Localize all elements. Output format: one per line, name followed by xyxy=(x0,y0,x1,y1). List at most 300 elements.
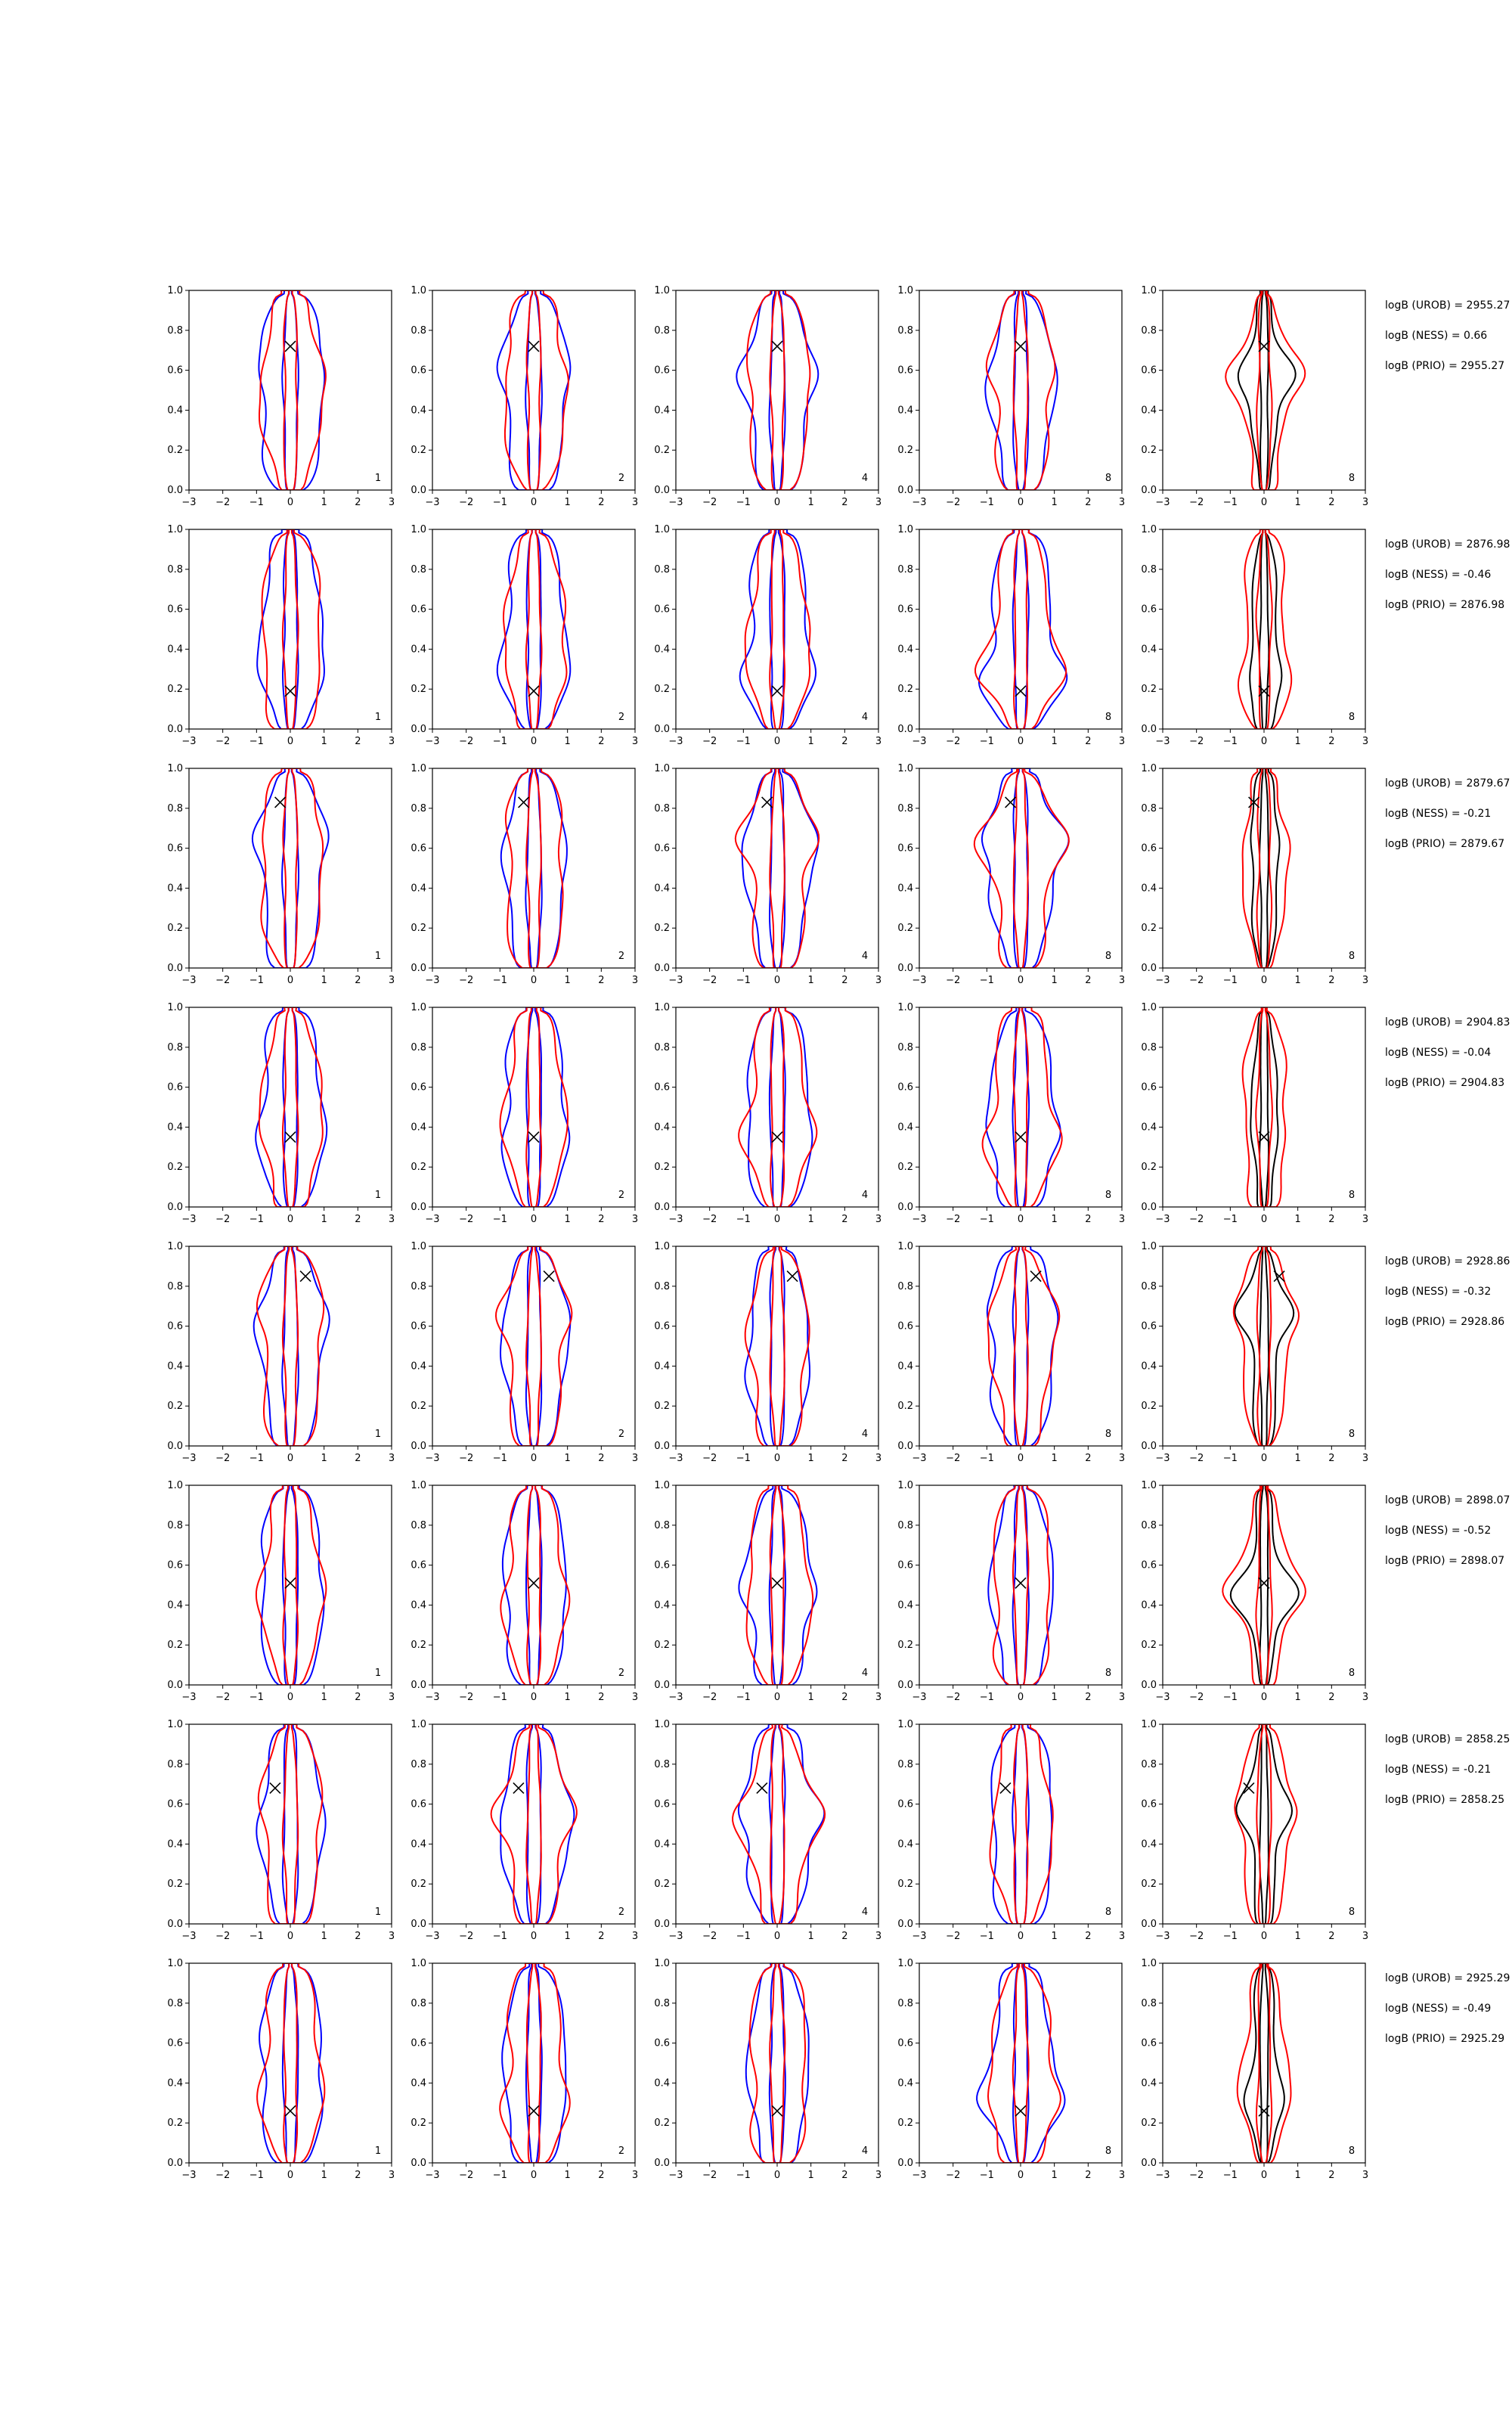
axes-frame xyxy=(1163,1246,1365,1446)
red-contour-outer xyxy=(491,1724,577,1924)
y-tick-label: 0.0 xyxy=(411,485,426,496)
x-tick-label: −3 xyxy=(912,1453,927,1464)
x-tick-label: 2 xyxy=(841,1692,848,1703)
y-tick-label: 1.0 xyxy=(654,1480,670,1491)
x-tick-label: 2 xyxy=(1085,1214,1092,1225)
y-tick-label: 0.0 xyxy=(411,1202,426,1213)
x-tick-label: −2 xyxy=(459,497,474,508)
contour-group xyxy=(990,1724,1053,1924)
subplot-r6-c3 xyxy=(654,1480,881,1703)
axes-frame xyxy=(432,290,635,490)
x-tick-label: 2 xyxy=(841,2170,848,2181)
y-tick-label: 0.6 xyxy=(654,1081,670,1094)
logb-annotation: logB (NESS) = -0.21 xyxy=(1385,1764,1492,1776)
x-tick-label: −2 xyxy=(1189,1931,1204,1942)
x-tick-label: −2 xyxy=(946,1453,961,1464)
y-tick-label: 0.8 xyxy=(897,563,913,576)
x-tick-label: 1 xyxy=(1294,975,1301,986)
x-tick-label: 1 xyxy=(564,975,571,986)
y-tick-label: 0.0 xyxy=(654,1202,670,1213)
true-value-marker xyxy=(528,686,539,697)
y-tick-label: 0.0 xyxy=(411,724,426,735)
x-tick-label: 3 xyxy=(875,975,882,986)
y-tick-label: 1.0 xyxy=(654,763,670,774)
y-tick-label: 0.0 xyxy=(654,485,670,496)
x-tick-label: 0 xyxy=(1260,1214,1268,1225)
y-tick-label: 1.0 xyxy=(411,1480,426,1491)
x-tick-label: −3 xyxy=(425,1692,440,1703)
red-contour-inner xyxy=(526,1007,541,1207)
subplot-r3-c4 xyxy=(897,763,1125,986)
x-tick-label: 3 xyxy=(1118,1931,1126,1942)
y-tick-label: 1.0 xyxy=(1141,1241,1157,1252)
y-tick-label: 0.2 xyxy=(411,1879,426,1891)
y-tick-label: 1.0 xyxy=(167,1480,183,1491)
y-tick-label: 0.6 xyxy=(654,2037,670,2049)
y-tick-label: 0.6 xyxy=(897,365,913,377)
contour-group xyxy=(985,290,1057,490)
true-value-marker xyxy=(1015,341,1026,352)
contour-group xyxy=(739,1485,816,1685)
x-tick-label: 1 xyxy=(1051,497,1058,508)
x-tick-label: 0 xyxy=(1260,975,1268,986)
y-tick-label: 0.8 xyxy=(1141,324,1157,337)
y-tick-label: 0.0 xyxy=(167,724,183,735)
y-tick-label: 0.2 xyxy=(1141,1879,1157,1891)
red-contour-outer xyxy=(259,1007,323,1207)
x-tick-label: −3 xyxy=(1155,736,1170,747)
true-value-marker xyxy=(285,1578,296,1588)
x-tick-label: −1 xyxy=(736,2170,751,2181)
x-tick-label: −3 xyxy=(912,1931,927,1942)
x-tick-label: 1 xyxy=(564,2170,571,2181)
x-tick-label: 1 xyxy=(564,1453,571,1464)
blue-contour-outer xyxy=(502,1007,570,1207)
y-tick-label: 0.2 xyxy=(654,1640,670,1652)
x-tick-label: −1 xyxy=(736,497,751,508)
y-tick-label: 0.6 xyxy=(411,603,426,616)
x-tick-label: −3 xyxy=(668,1214,683,1225)
red-contour-outer xyxy=(496,1246,572,1446)
axes-frame xyxy=(189,1007,392,1207)
y-tick-label: 0.8 xyxy=(654,1041,670,1053)
x-tick-label: −3 xyxy=(181,497,197,508)
x-tick-label: 2 xyxy=(1328,736,1335,747)
red-contour-outer xyxy=(990,1724,1053,1924)
logb-annotation: logB (UROB) = 2925.29 xyxy=(1385,1972,1510,1984)
y-tick-label: 1.0 xyxy=(1141,285,1157,296)
true-value-marker xyxy=(1000,1782,1011,1793)
y-tick-label: 0.4 xyxy=(654,644,670,656)
x-tick-label: 1 xyxy=(1294,1692,1301,1703)
y-tick-label: 0.8 xyxy=(411,802,426,814)
subplot-number-label: 1 xyxy=(374,1668,382,1679)
y-tick-label: 0.4 xyxy=(1141,644,1157,656)
x-tick-label: −1 xyxy=(249,1214,264,1225)
y-tick-label: 0.2 xyxy=(897,1879,913,1891)
x-tick-label: 0 xyxy=(1260,497,1268,508)
y-tick-label: 0.6 xyxy=(167,842,183,855)
y-tick-label: 0.0 xyxy=(1141,1919,1157,1930)
contour-group xyxy=(739,1007,816,1207)
contour-group xyxy=(256,1485,327,1685)
subplot-r4-c3 xyxy=(654,1002,881,1225)
y-tick-label: 0.2 xyxy=(897,2118,913,2130)
y-tick-label: 0.4 xyxy=(654,1122,670,1134)
x-tick-label: −2 xyxy=(459,2170,474,2181)
x-tick-label: 1 xyxy=(1294,736,1301,747)
subplot-r7-c4 xyxy=(897,1719,1125,1942)
axes-frame xyxy=(919,290,1122,490)
black-contour-outer xyxy=(1231,1485,1299,1685)
axes-frame xyxy=(1163,1963,1365,2163)
blue-contour-outer xyxy=(259,290,324,490)
subplot-r4-c2 xyxy=(411,1002,638,1225)
logb-annotation: logB (PRIO) = 2904.83 xyxy=(1385,1077,1505,1089)
axes-frame xyxy=(189,1246,392,1446)
x-tick-label: −1 xyxy=(492,736,507,747)
y-tick-label: 0.4 xyxy=(897,1122,913,1134)
y-tick-label: 0.6 xyxy=(1141,1081,1157,1094)
axes-frame xyxy=(189,768,392,968)
x-tick-label: −1 xyxy=(492,2170,507,2181)
subplot-number-label: 8 xyxy=(1105,1190,1112,1201)
x-tick-label: 0 xyxy=(530,2170,538,2181)
x-tick-label: 2 xyxy=(598,736,605,747)
y-tick-label: 1.0 xyxy=(1141,1002,1157,1013)
contour-group xyxy=(1222,1485,1306,1685)
y-tick-label: 1.0 xyxy=(1141,524,1157,535)
x-tick-label: −2 xyxy=(946,1692,961,1703)
axes-frame xyxy=(432,1963,635,2163)
blue-contour-inner xyxy=(1013,1485,1029,1685)
y-tick-label: 0.4 xyxy=(411,1838,426,1851)
y-tick-label: 1.0 xyxy=(411,1958,426,1969)
true-value-marker xyxy=(1030,1271,1041,1282)
x-tick-label: −2 xyxy=(215,1214,231,1225)
y-tick-label: 0.8 xyxy=(654,1280,670,1292)
red-contour-outer xyxy=(1238,529,1291,729)
logb-annotation: logB (NESS) = -0.04 xyxy=(1385,1047,1492,1059)
y-tick-label: 0.4 xyxy=(897,644,913,656)
subplot-number-label: 2 xyxy=(618,712,625,723)
red-contour-inner xyxy=(1256,529,1272,729)
x-tick-label: −2 xyxy=(215,497,231,508)
subplot-r5-c5 xyxy=(1141,1241,1368,1464)
y-tick-label: 1.0 xyxy=(1141,1958,1157,1969)
x-tick-label: 0 xyxy=(773,1692,781,1703)
axes-frame xyxy=(432,1007,635,1207)
subplot-r5-c3 xyxy=(654,1241,881,1464)
y-tick-label: 0.0 xyxy=(654,724,670,735)
x-tick-label: 3 xyxy=(631,1214,639,1225)
x-tick-label: −2 xyxy=(459,736,474,747)
x-tick-label: −3 xyxy=(1155,1453,1170,1464)
x-tick-label: −3 xyxy=(668,736,683,747)
x-tick-label: −1 xyxy=(736,1453,751,1464)
y-tick-label: 0.2 xyxy=(1141,923,1157,935)
y-tick-label: 0.2 xyxy=(897,445,913,457)
y-tick-label: 0.6 xyxy=(411,842,426,855)
x-tick-label: 2 xyxy=(841,1453,848,1464)
y-tick-label: 0.2 xyxy=(1141,2118,1157,2130)
axes-frame xyxy=(676,1007,878,1207)
y-tick-label: 0.6 xyxy=(411,1320,426,1333)
y-tick-label: 0.6 xyxy=(654,1798,670,1810)
y-tick-label: 0.6 xyxy=(411,1081,426,1094)
subplot-number-label: 8 xyxy=(1105,1429,1112,1440)
y-tick-label: 0.6 xyxy=(654,365,670,377)
x-tick-label: −3 xyxy=(668,2170,683,2181)
y-tick-label: 0.8 xyxy=(167,1041,183,1053)
x-tick-label: −1 xyxy=(1222,1692,1238,1703)
subplot-number-label: 1 xyxy=(374,473,382,484)
y-tick-label: 0.6 xyxy=(1141,365,1157,377)
y-tick-label: 0.8 xyxy=(897,1519,913,1531)
true-value-marker xyxy=(1015,1578,1026,1588)
blue-contour-outer xyxy=(253,768,329,968)
red-contour-inner xyxy=(1256,1485,1272,1685)
y-tick-label: 0.8 xyxy=(654,1519,670,1531)
y-tick-label: 0.2 xyxy=(167,684,183,696)
red-contour-inner xyxy=(1256,1724,1271,1924)
x-tick-label: −2 xyxy=(1189,736,1204,747)
black-contour-inner xyxy=(1259,1246,1269,1446)
subplot-number-label: 8 xyxy=(1105,712,1112,723)
blue-contour-inner xyxy=(526,1246,541,1446)
x-tick-label: 0 xyxy=(287,1214,294,1225)
y-tick-label: 1.0 xyxy=(897,1241,913,1252)
blue-contour-inner xyxy=(1013,290,1028,490)
y-tick-label: 0.8 xyxy=(411,1280,426,1292)
contour-group xyxy=(256,1007,327,1207)
x-tick-label: 2 xyxy=(1085,736,1092,747)
x-tick-label: 3 xyxy=(631,736,639,747)
x-tick-label: −3 xyxy=(425,1931,440,1942)
subplot-number-label: 8 xyxy=(1348,1190,1356,1201)
x-tick-label: −2 xyxy=(702,1692,717,1703)
y-tick-label: 0.6 xyxy=(411,1559,426,1571)
true-value-marker xyxy=(285,1132,296,1143)
y-tick-label: 1.0 xyxy=(1141,763,1157,774)
black-contour-inner xyxy=(1259,529,1269,729)
contour-group xyxy=(253,768,329,968)
subplot-number-label: 1 xyxy=(374,1429,382,1440)
x-tick-label: −3 xyxy=(668,1453,683,1464)
red-contour-inner xyxy=(1256,1963,1272,2163)
x-tick-label: −3 xyxy=(181,1692,197,1703)
x-tick-label: 3 xyxy=(875,1931,882,1942)
y-tick-label: 0.2 xyxy=(897,923,913,935)
subplot-number-label: 8 xyxy=(1348,2145,1356,2157)
x-tick-label: 3 xyxy=(1362,497,1369,508)
true-value-marker xyxy=(528,1132,539,1143)
y-tick-label: 0.2 xyxy=(654,923,670,935)
y-tick-label: 0.4 xyxy=(897,1838,913,1851)
y-tick-label: 0.2 xyxy=(167,445,183,457)
axes-frame xyxy=(919,1007,1122,1207)
blue-contour-outer xyxy=(736,290,818,490)
axes-frame xyxy=(676,1963,878,2163)
y-tick-label: 0.6 xyxy=(1141,842,1157,855)
true-value-marker xyxy=(528,1578,539,1588)
y-tick-label: 0.8 xyxy=(1141,1758,1157,1770)
y-tick-label: 0.0 xyxy=(654,1441,670,1452)
x-tick-label: −2 xyxy=(1189,1453,1204,1464)
x-tick-label: −1 xyxy=(736,736,751,747)
x-tick-label: 0 xyxy=(1017,975,1024,986)
blue-contour-outer xyxy=(497,529,571,729)
subplot-number-label: 2 xyxy=(618,1907,625,1918)
subplot-r8-c5 xyxy=(1141,1958,1368,2181)
red-contour-outer xyxy=(987,290,1055,490)
x-tick-label: −2 xyxy=(215,1453,231,1464)
x-tick-label: 1 xyxy=(807,1214,814,1225)
y-tick-label: 0.0 xyxy=(654,1680,670,1691)
logb-annotation: logB (UROB) = 2876.98 xyxy=(1385,538,1510,551)
x-tick-label: 0 xyxy=(287,2170,294,2181)
red-contour-outer xyxy=(1243,1007,1287,1207)
y-tick-label: 0.0 xyxy=(897,1202,913,1213)
y-tick-label: 0.6 xyxy=(167,603,183,616)
y-tick-label: 0.6 xyxy=(654,603,670,616)
subplot-number-label: 4 xyxy=(861,473,869,484)
axes-frame xyxy=(432,1724,635,1924)
contour-group xyxy=(491,1724,577,1924)
x-tick-label: −1 xyxy=(249,975,264,986)
x-tick-label: −1 xyxy=(979,1692,994,1703)
x-tick-label: 0 xyxy=(1017,1453,1024,1464)
axes-frame xyxy=(432,1485,635,1685)
x-tick-label: 3 xyxy=(388,975,395,986)
subplot-number-label: 8 xyxy=(1348,712,1356,723)
y-tick-label: 0.2 xyxy=(1141,1162,1157,1174)
black-contour-outer xyxy=(1250,1007,1278,1207)
x-tick-label: −3 xyxy=(912,975,927,986)
x-tick-label: −3 xyxy=(912,1692,927,1703)
x-tick-label: −3 xyxy=(912,2170,927,2181)
y-tick-label: 1.0 xyxy=(167,1958,183,1969)
x-tick-label: 1 xyxy=(321,1931,327,1942)
y-tick-label: 0.4 xyxy=(167,1360,183,1373)
x-tick-label: −2 xyxy=(946,736,961,747)
y-tick-label: 1.0 xyxy=(897,1480,913,1491)
x-tick-label: 1 xyxy=(1051,736,1058,747)
blue-contour-outer xyxy=(739,1724,824,1924)
x-tick-label: −1 xyxy=(249,736,264,747)
x-tick-label: −1 xyxy=(736,1214,751,1225)
y-tick-label: 0.0 xyxy=(1141,1202,1157,1213)
x-tick-label: 2 xyxy=(1085,975,1092,986)
x-tick-label: 3 xyxy=(875,497,882,508)
x-tick-label: −1 xyxy=(1222,1931,1238,1942)
subplot-number-label: 4 xyxy=(861,2145,869,2157)
contour-group xyxy=(974,768,1069,968)
subplot-number-label: 8 xyxy=(1105,1668,1112,1679)
x-tick-label: 2 xyxy=(1328,497,1335,508)
true-value-marker xyxy=(757,1782,767,1793)
y-tick-label: 0.0 xyxy=(897,1680,913,1691)
x-tick-label: 1 xyxy=(1051,1692,1058,1703)
y-tick-label: 0.8 xyxy=(167,563,183,576)
contour-group xyxy=(500,1007,570,1207)
subplot-number-label: 2 xyxy=(618,951,625,962)
x-tick-label: 3 xyxy=(388,2170,395,2181)
x-tick-label: −1 xyxy=(492,1931,507,1942)
y-tick-label: 0.6 xyxy=(1141,603,1157,616)
x-tick-label: 3 xyxy=(875,2170,882,2181)
red-contour-outer xyxy=(983,1007,1062,1207)
y-tick-label: 0.8 xyxy=(897,1280,913,1292)
y-tick-label: 0.4 xyxy=(654,1599,670,1612)
y-tick-label: 0.6 xyxy=(167,1798,183,1810)
x-tick-label: 3 xyxy=(1362,1214,1369,1225)
axes-frame xyxy=(432,768,635,968)
y-tick-label: 1.0 xyxy=(167,285,183,296)
contour-group xyxy=(501,768,567,968)
x-tick-label: 2 xyxy=(1328,2170,1335,2181)
y-tick-label: 0.2 xyxy=(654,445,670,457)
x-tick-label: 1 xyxy=(321,497,327,508)
x-tick-label: 1 xyxy=(1051,2170,1058,2181)
logb-annotation: logB (UROB) = 2904.83 xyxy=(1385,1016,1510,1028)
y-tick-label: 1.0 xyxy=(654,285,670,296)
axes-frame xyxy=(919,1485,1122,1685)
x-tick-label: 2 xyxy=(841,1931,848,1942)
subplot-number-label: 8 xyxy=(1348,1668,1356,1679)
x-tick-label: −3 xyxy=(1155,497,1170,508)
x-tick-label: 0 xyxy=(530,1214,538,1225)
axes-frame xyxy=(1163,768,1365,968)
x-tick-label: −2 xyxy=(1189,497,1204,508)
y-tick-label: 0.8 xyxy=(167,1758,183,1770)
subplot-r4-c4 xyxy=(897,1002,1125,1225)
y-tick-label: 0.8 xyxy=(897,324,913,337)
x-tick-label: −2 xyxy=(215,975,231,986)
x-tick-label: −3 xyxy=(1155,1692,1170,1703)
x-tick-label: −1 xyxy=(249,1453,264,1464)
y-tick-label: 0.0 xyxy=(1141,724,1157,735)
subplot-r3-c3 xyxy=(654,763,881,986)
x-tick-label: −1 xyxy=(1222,736,1238,747)
y-tick-label: 0.6 xyxy=(1141,2037,1157,2049)
y-tick-label: 0.2 xyxy=(654,1162,670,1174)
axes-frame xyxy=(1163,290,1365,490)
x-tick-label: −1 xyxy=(979,1453,994,1464)
y-tick-label: 0.8 xyxy=(897,1758,913,1770)
subplot-r2-c4 xyxy=(897,524,1125,747)
x-tick-label: 0 xyxy=(1260,1692,1268,1703)
y-tick-label: 0.8 xyxy=(654,802,670,814)
x-tick-label: −1 xyxy=(979,975,994,986)
y-tick-label: 0.8 xyxy=(167,1519,183,1531)
x-tick-label: −1 xyxy=(979,497,994,508)
x-tick-label: 3 xyxy=(1362,1931,1369,1942)
y-tick-label: 1.0 xyxy=(897,1002,913,1013)
axes-frame xyxy=(676,1485,878,1685)
y-tick-label: 0.6 xyxy=(654,842,670,855)
y-tick-label: 0.8 xyxy=(1141,1519,1157,1531)
red-contour-outer xyxy=(262,529,321,729)
y-tick-label: 0.4 xyxy=(654,1360,670,1373)
subplot-r3-c5 xyxy=(1141,763,1368,986)
subplot-r7-c5 xyxy=(1141,1719,1368,1942)
y-tick-label: 0.8 xyxy=(654,1758,670,1770)
red-contour-outer xyxy=(1225,290,1305,490)
logb-annotation: logB (UROB) = 2928.86 xyxy=(1385,1255,1510,1267)
x-tick-label: 3 xyxy=(388,1931,395,1942)
red-contour-outer xyxy=(975,529,1066,729)
